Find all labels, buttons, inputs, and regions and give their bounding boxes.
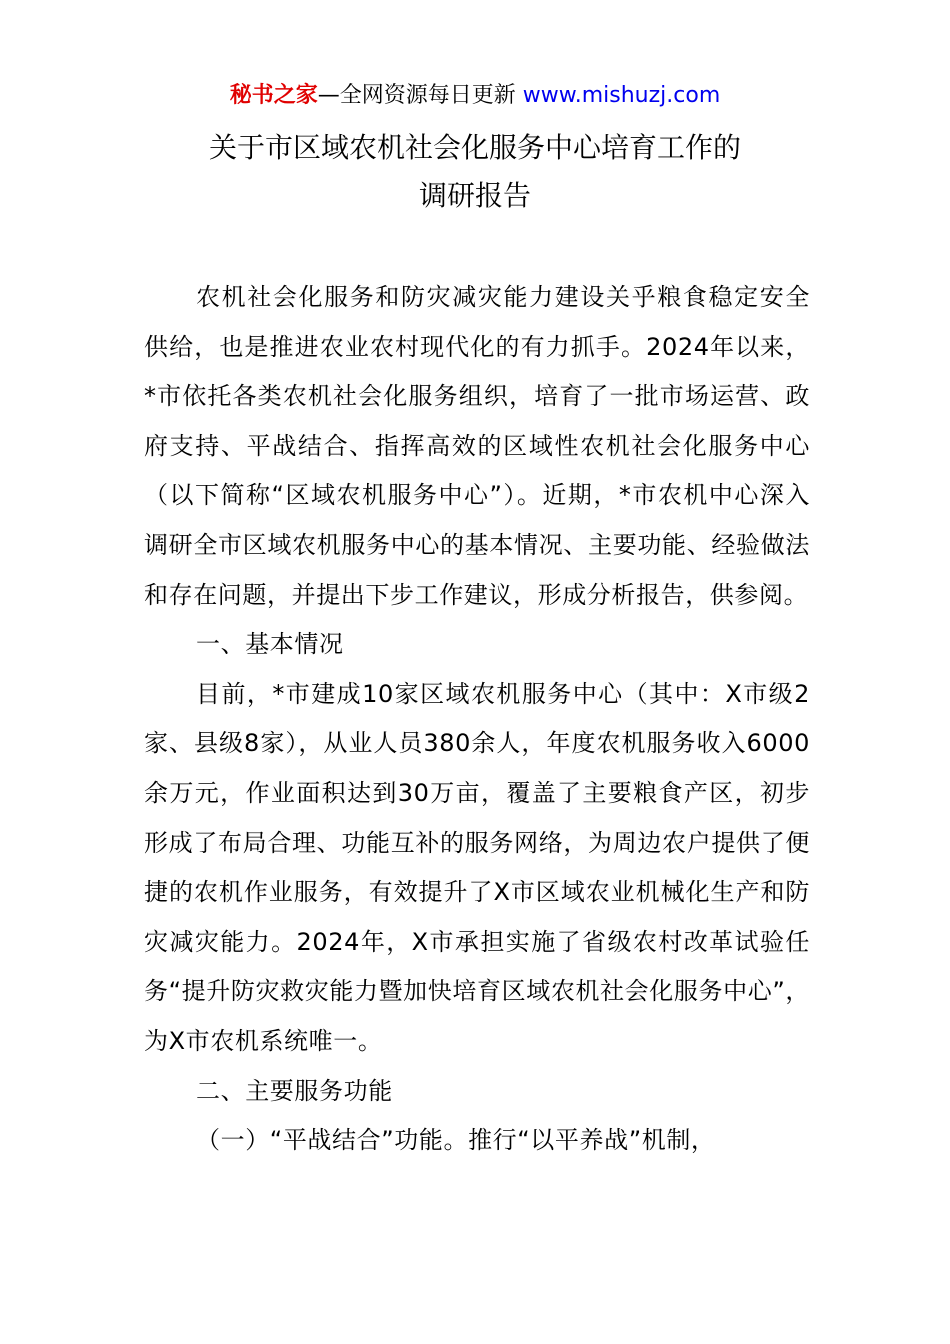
- document-title-line1: 关于市区域农机社会化服务中心培育工作的: [208, 131, 741, 164]
- section1-heading: 一、基本情况: [196, 630, 344, 659]
- site-url-link[interactable]: www.mishuzj.com: [522, 83, 721, 108]
- site-header: [0, 80, 950, 112]
- section2-subheading-1: （一）“平战结合”功能。推行“以平养战”机制，: [196, 1126, 716, 1155]
- document-body: [144, 273, 810, 1166]
- document-title-line2: 调研报告: [418, 179, 531, 212]
- intro-paragraph: 农机社会化服务和防灾减灾能力建设关乎粮食稳定安全供给，也是推进农业农村现代化的有力抓手。2024年以来，*市依托各类农机社会化服务组织，培育了一批市场运营、政府支持、平战结合、指挥高效的区域性农机社会化服务中心（以下简称“区域农机服务中心”）。近期，*市农机中心深入调研全市区域农机服务中心的基本情况、主要功能、经验做法和存在问题，并提出下步工作建议，形成分析报告，供参阅。: [144, 283, 810, 609]
- section1-paragraph: 目前，*市建成10家区域农机服务中心（其中：X市级2家、县级8家），从业人员380余人，年度农机服务收入6000余万元，作业面积达到30万亩，覆盖了主要粮食产区，初步形成了布局合理、功能互补的服务网络，为周边农户提供了便捷的农机作业服务，有效提升了X市区域农业机械化生产和防灾减灾能力。2024年，X市承担实施了省级农村改革试验任务“提升防灾救灾能力暨加快培育区域农机社会化服务中心”，为X市农机系统唯一。: [144, 679, 810, 1055]
- site-brand: 秘书之家: [229, 83, 318, 108]
- site-tagline: —全网资源每日更新: [317, 83, 523, 108]
- section2-heading: 二、主要服务功能: [196, 1076, 393, 1105]
